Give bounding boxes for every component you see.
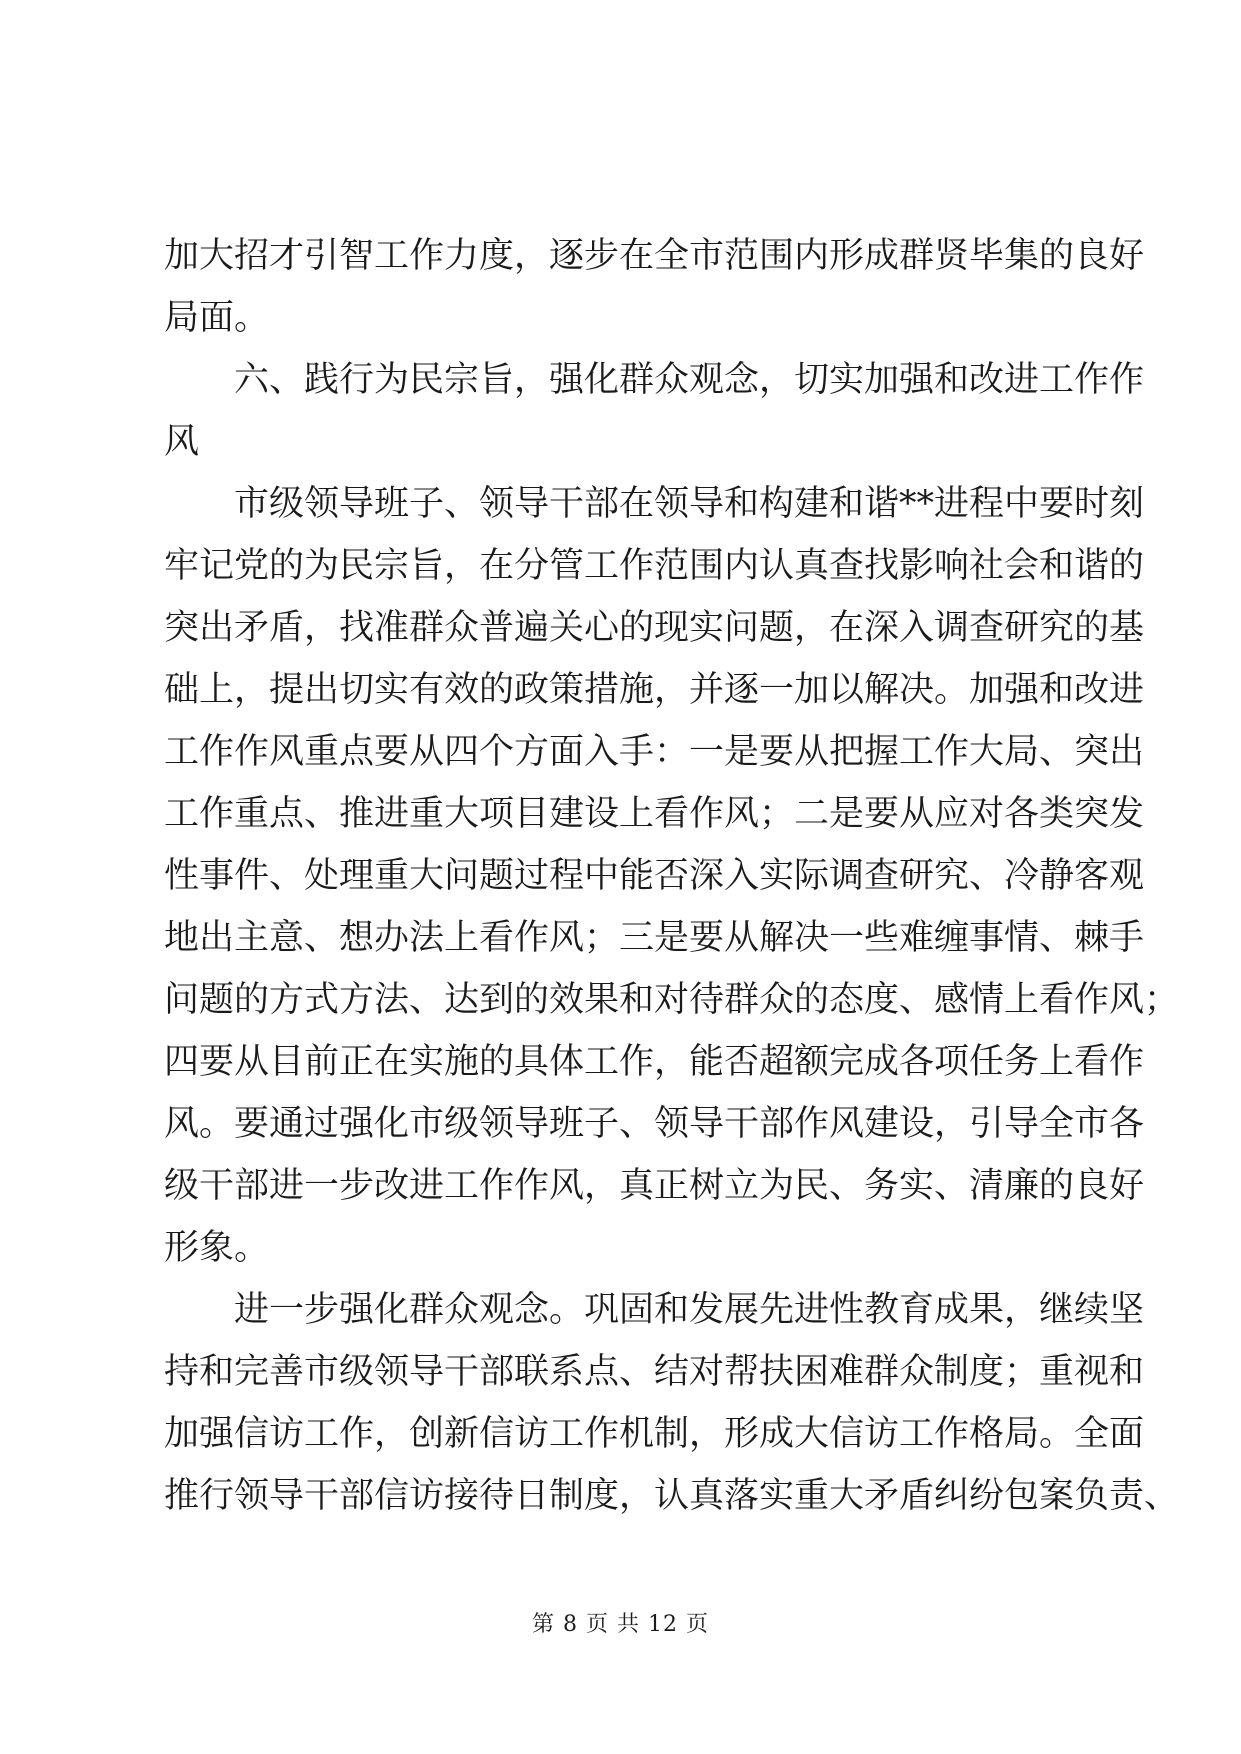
text-line: 加大招才引智工作力度，逐步在全市范围内形成群贤毕集的良好 (164, 236, 1145, 276)
text-line: 风。要通过强化市级领导班子、领导干部作风建设，引导全市各 (164, 1104, 1145, 1144)
text-line: 工作重点、推进重大项目建设上看作风；二是要从应对各类突发 (164, 794, 1145, 834)
section-heading-continuation: 风 (164, 422, 200, 462)
text-line: 工作作风重点要从四个方面入手：一是要从把握工作大局、突出 (164, 732, 1145, 772)
text-line: 性事件、处理重大问题过程中能否深入实际调查研究、冷静客观 (164, 856, 1145, 896)
text-line: 局面。 (164, 298, 270, 338)
text-line: 加强信访工作，创新信访工作机制，形成大信访工作格局。全面 (164, 1414, 1145, 1454)
text-line: 地出主意、想办法上看作风；三是要从解决一些难缠事情、棘手 (164, 918, 1145, 958)
text-line: 推行领导干部信访接待日制度，认真落实重大矛盾纠纷包案负责、 (164, 1476, 1180, 1516)
text-line: 突出矛盾，找准群众普遍关心的现实问题，在深入调查研究的基 (164, 608, 1145, 648)
page-footer: 第 8 页 共 12 页 (532, 1612, 709, 1637)
text-line: 问题的方式方法、达到的效果和对待群众的态度、感情上看作风； (164, 980, 1180, 1020)
document-body (164, 225, 1180, 1527)
text-line: 进一步强化群众观念。巩固和发展先进性教育成果，继续坚 (234, 1290, 1145, 1330)
section-heading: 六、践行为民宗旨，强化群众观念，切实加强和改进工作作 (234, 360, 1145, 400)
text-line: 形象。 (164, 1228, 270, 1268)
text-line: 级干部进一步改进工作作风，真正树立为民、务实、清廉的良好 (164, 1166, 1145, 1206)
text-line: 市级领导班子、领导干部在领导和构建和谐**进程中要时刻 (234, 484, 1145, 524)
text-line: 础上，提出切实有效的政策措施，并逐一加以解决。加强和改进 (164, 670, 1145, 710)
text-line: 牢记党的为民宗旨，在分管工作范围内认真查找影响社会和谐的 (164, 546, 1145, 586)
text-line: 四要从目前正在实施的具体工作，能否超额完成各项任务上看作 (164, 1042, 1145, 1082)
text-line: 持和完善市级领导干部联系点、结对帮扶困难群众制度；重视和 (164, 1352, 1145, 1392)
